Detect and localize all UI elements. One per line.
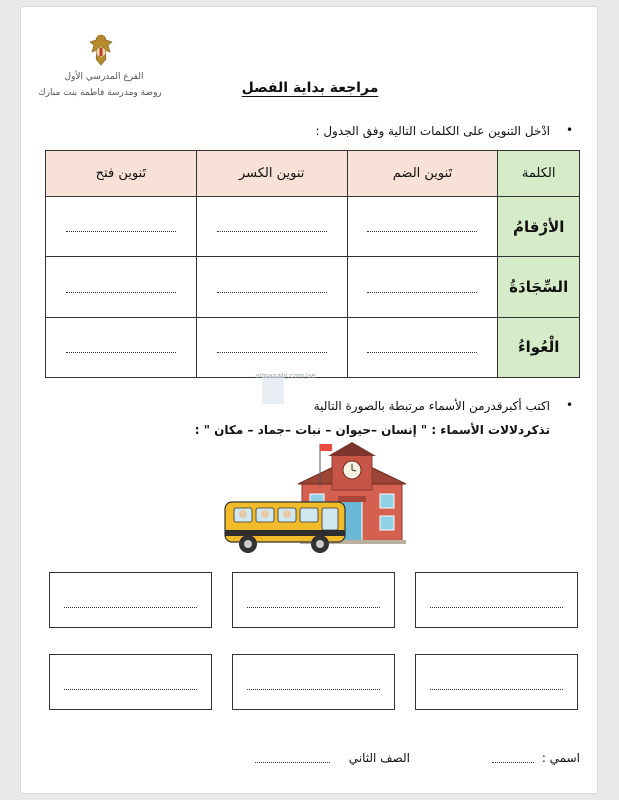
grade-label: الصف الثاني <box>348 751 410 765</box>
column-header-word: الكلمة <box>498 151 580 197</box>
school-name-line2: روضة ومدرسة فاطمة بنت مبارك <box>38 88 162 98</box>
tanween-table <box>45 150 580 378</box>
dotted-blank[interactable] <box>217 283 327 293</box>
bullet-icon: • <box>566 398 574 412</box>
instruction-tanween: ادْخل التنوين على الكلمات التالية وفق الجدول : <box>315 124 550 138</box>
watermark-text: almanahj.com/ae <box>255 372 316 380</box>
answer-cell[interactable] <box>196 257 347 317</box>
dotted-blank[interactable] <box>367 222 477 232</box>
bus-and-school-illustration <box>220 440 410 560</box>
answer-box[interactable] <box>232 654 395 710</box>
answer-cell[interactable] <box>196 197 347 257</box>
word-cell: الأرْقامُ <box>498 197 580 257</box>
dotted-blank[interactable] <box>367 343 477 353</box>
table-header-row <box>46 151 580 197</box>
dotted-blank[interactable] <box>430 689 563 690</box>
dotted-blank[interactable] <box>66 222 176 232</box>
answer-cell[interactable] <box>46 317 197 377</box>
answer-cell[interactable] <box>347 257 498 317</box>
dotted-blank[interactable] <box>66 343 176 353</box>
dotted-blank[interactable] <box>217 222 327 232</box>
student-name-blank[interactable] <box>492 762 534 763</box>
dotted-blank[interactable] <box>217 343 327 353</box>
uae-emblem-icon <box>84 32 118 68</box>
dotted-blank[interactable] <box>247 607 380 608</box>
word-cell: السِّجَادَةُ <box>498 257 580 317</box>
dotted-blank[interactable] <box>66 283 176 293</box>
answer-box[interactable] <box>415 654 578 710</box>
column-header-fath: تَنوين فتح <box>46 151 197 197</box>
answer-box[interactable] <box>415 572 578 628</box>
page-margin-right <box>600 0 619 800</box>
answer-cell[interactable] <box>196 317 347 377</box>
word-cell: الْعُواءُ <box>498 317 580 377</box>
bullet-icon: • <box>566 123 574 137</box>
answer-box[interactable] <box>49 572 212 628</box>
column-header-kasr: تنوين الكسر <box>196 151 347 197</box>
answer-cell[interactable] <box>46 197 197 257</box>
answer-cell[interactable] <box>347 197 498 257</box>
page-margin-left <box>0 0 20 800</box>
dotted-blank[interactable] <box>64 689 197 690</box>
student-name-label: اسمي : <box>541 751 580 765</box>
dotted-blank[interactable] <box>367 283 477 293</box>
school-name-line1: الفرع المدرسي الأول <box>64 72 144 82</box>
dotted-blank[interactable] <box>64 607 197 608</box>
instruction-nouns: اكتب أكبرقدرمن الأسماء مرتبطة بالصورة التالية <box>313 399 550 413</box>
answer-box[interactable] <box>232 572 395 628</box>
instruction-hint: تذكردلالات الأسماء : " إنسان –حيوان – نبات –جماد – مكان " : <box>194 423 550 437</box>
answer-cell[interactable] <box>347 317 498 377</box>
table-row <box>46 197 580 257</box>
answer-box[interactable] <box>49 654 212 710</box>
page-title: مراجعة بداية الفصل <box>241 80 379 96</box>
table-row <box>46 257 580 317</box>
dotted-blank[interactable] <box>430 607 563 608</box>
grade-blank[interactable] <box>255 762 330 763</box>
table-row <box>46 317 580 377</box>
dotted-blank[interactable] <box>247 689 380 690</box>
column-header-damm: تَنوين الضم <box>347 151 498 197</box>
answer-cell[interactable] <box>46 257 197 317</box>
